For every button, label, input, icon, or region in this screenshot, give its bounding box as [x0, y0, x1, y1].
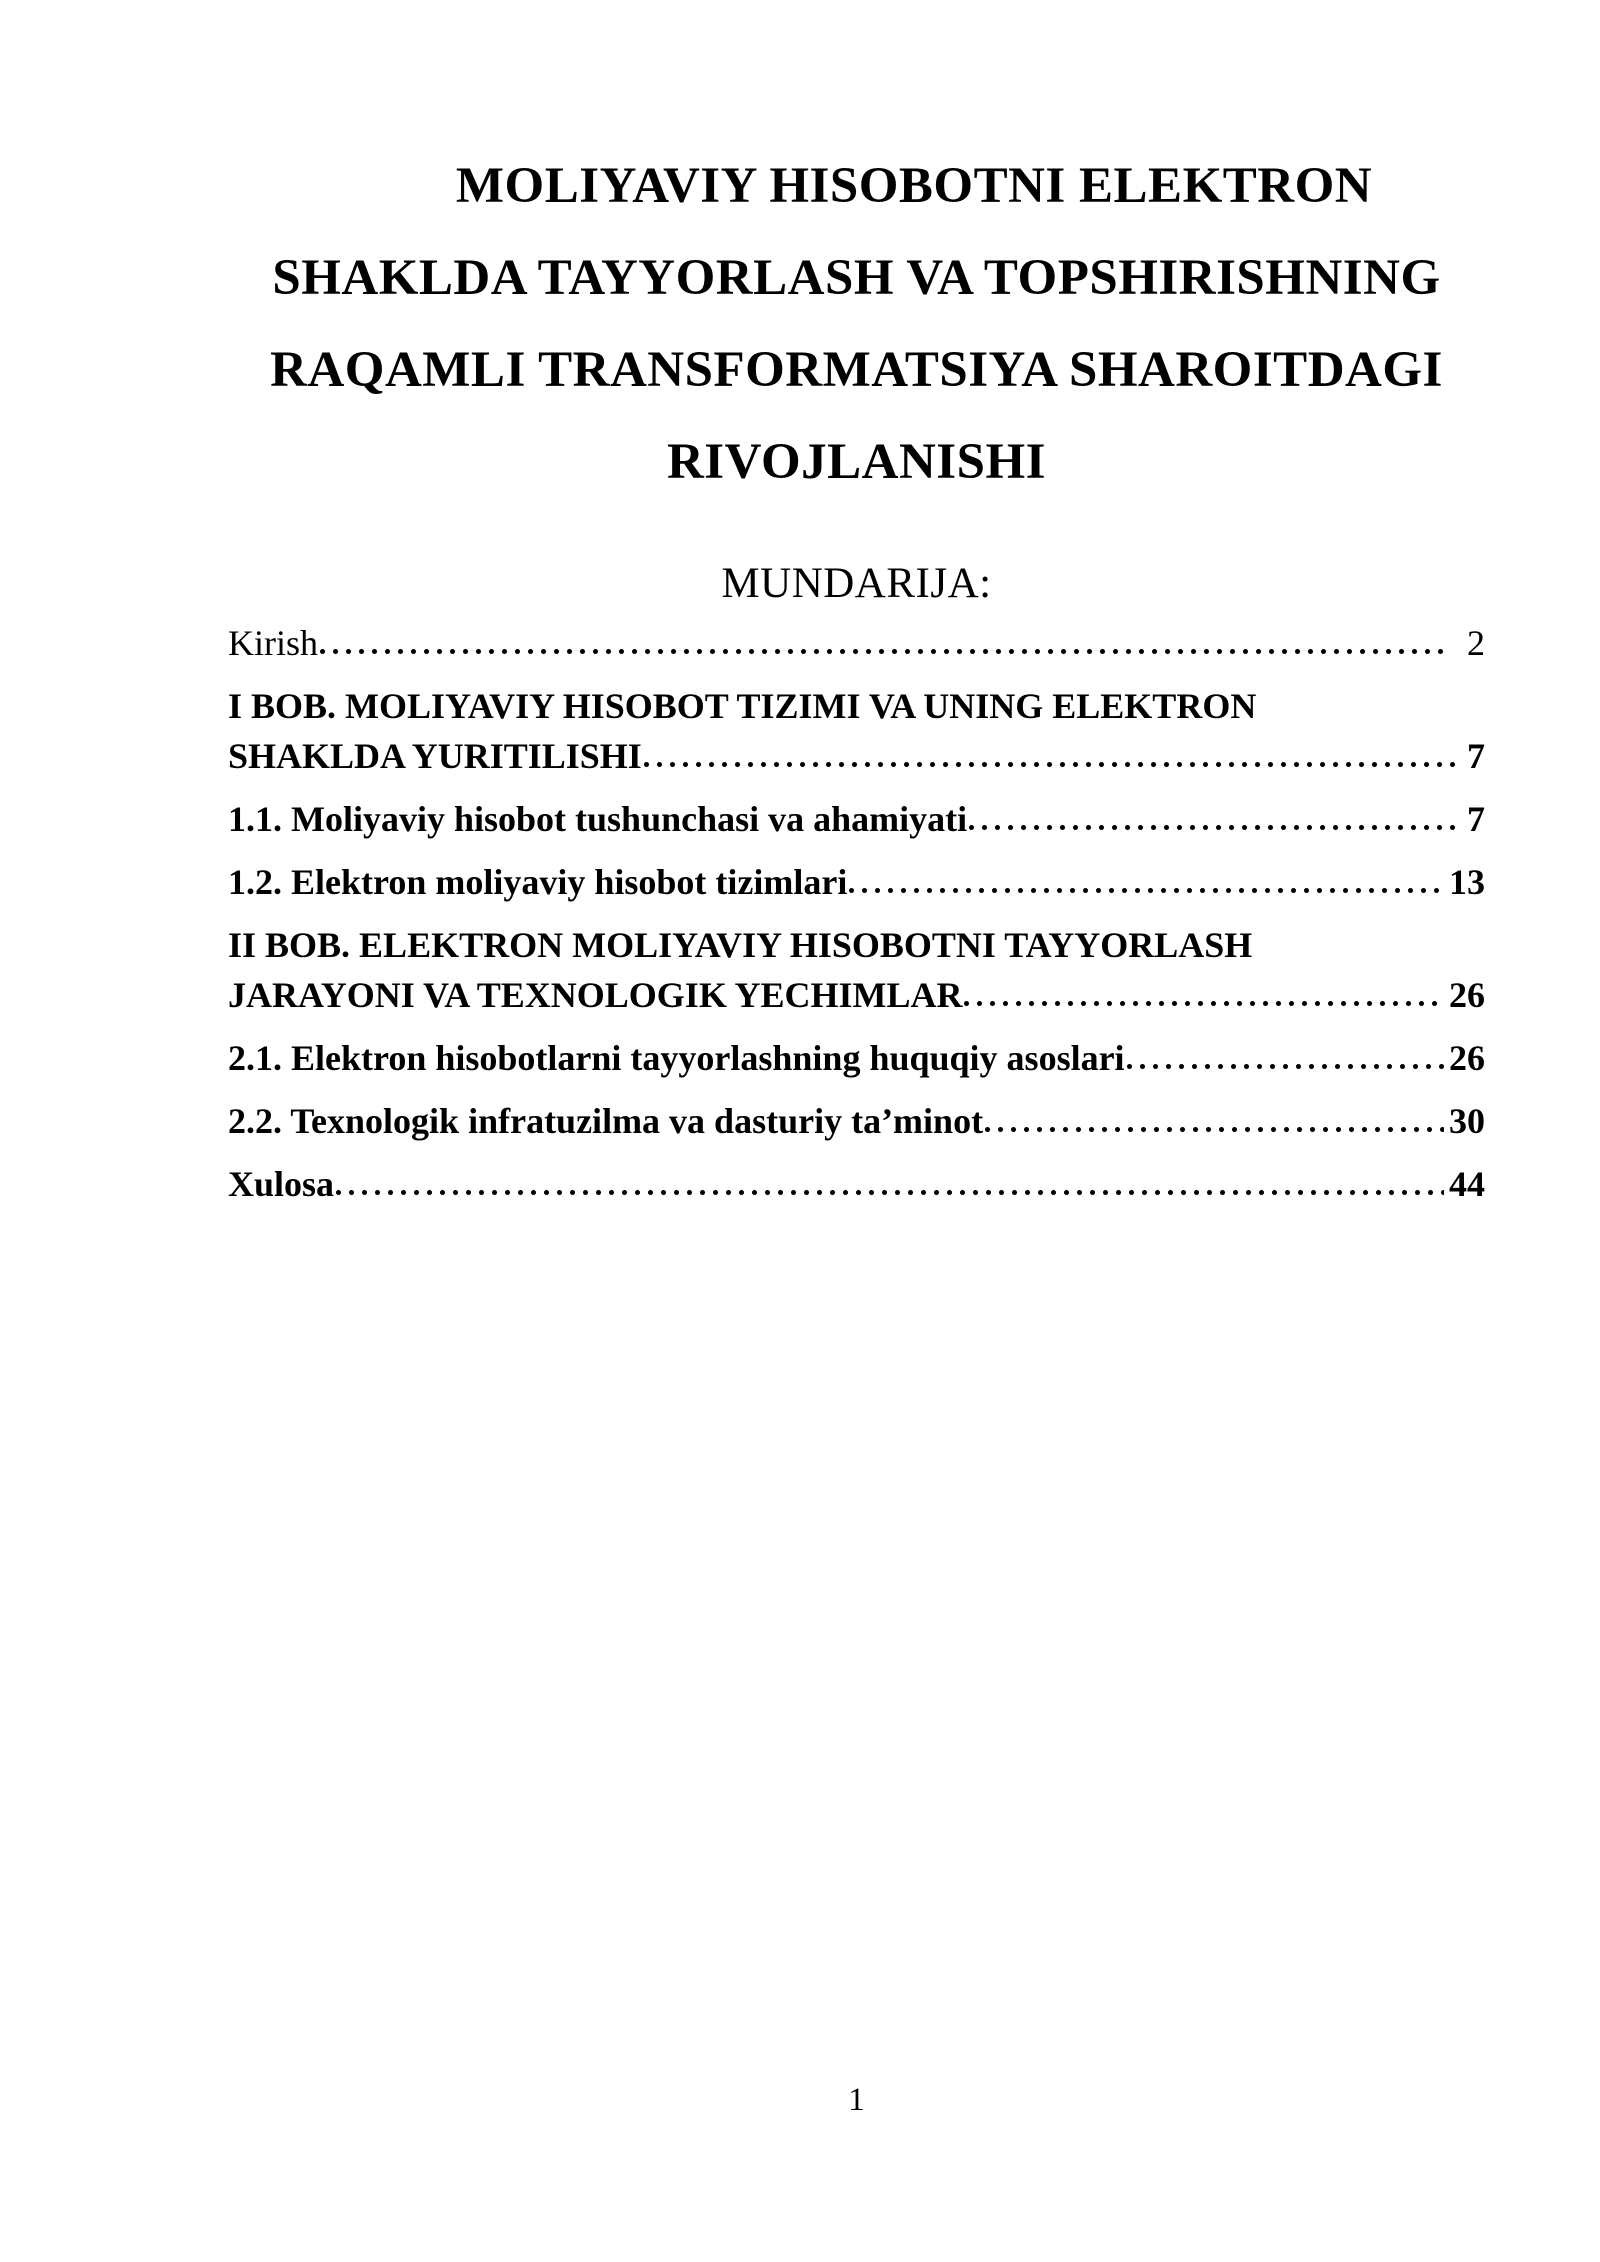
toc-entry-label-line: I BOB. MOLIYAVIY HISOBOT TIZIMI VA UNING ELEKTRON — [228, 686, 1257, 726]
toc-dot-leader — [985, 1126, 1444, 1133]
toc-entry — [228, 1159, 1485, 1209]
toc-dot-leader — [964, 1000, 1444, 1007]
page-number: 1 — [848, 2082, 865, 2118]
toc-entry-label-line: II BOB. ELEKTRON MOLIYAVIY HISOBOTNI TAYYORLASH — [228, 925, 1253, 965]
toc-entry — [228, 1096, 1485, 1146]
toc-entry-label: Kirish — [228, 623, 318, 663]
toc-entry-label: 2.1. Elektron hisobotlarni tayyorlashning huquqiy asoslari — [228, 1038, 1125, 1078]
toc-entry-row — [228, 1159, 1485, 1209]
toc-entry-label: 2.2. Texnologik infratuzilma va dasturiy ta’minot — [228, 1101, 984, 1141]
toc-dot-leader — [320, 648, 1449, 655]
toc-dot-leader — [644, 761, 1462, 768]
toc-dot-leader — [336, 1189, 1444, 1196]
toc-entry — [228, 681, 1485, 781]
toc-entry-label: JARAYONI VA TEXNOLOGIK YECHIMLAR — [228, 975, 963, 1015]
table-of-contents — [228, 618, 1485, 1209]
toc-dot-leader — [1127, 1063, 1444, 1070]
toc-dot-leader — [969, 824, 1462, 831]
toc-page-number: 2 — [1467, 623, 1485, 663]
toc-entry-row — [228, 731, 1485, 781]
toc-page-number: 26 — [1449, 1038, 1485, 1078]
title-line: RIVOJLANISHI — [666, 434, 1047, 490]
toc-page-number: 13 — [1449, 862, 1485, 902]
title-line: MOLIYAVIY HISOBOTNI ELEKTRON — [455, 158, 1373, 214]
title-line: RAQAMLI TRANSFORMATSIYA SHAROITDAGI — [270, 342, 1443, 398]
toc-entry-row — [228, 1033, 1485, 1083]
toc-entry-row — [228, 618, 1485, 668]
toc-page-number: 26 — [1449, 975, 1485, 1015]
page-footer — [228, 2080, 1485, 2120]
toc-page-number: 7 — [1467, 736, 1485, 776]
toc-entry — [228, 618, 1485, 668]
toc-entry-row — [228, 970, 1485, 1020]
document-title — [228, 0, 1485, 508]
toc-entry — [228, 857, 1485, 907]
toc-heading: MUNDARIJA: — [721, 560, 992, 607]
toc-entry-row — [228, 1096, 1485, 1146]
toc-entry — [228, 1033, 1485, 1083]
toc-entry — [228, 794, 1485, 844]
toc-entry-label: SHAKLDA YURITILISHI — [228, 736, 642, 776]
toc-page-number: 30 — [1449, 1101, 1485, 1141]
toc-entry-label: 1.1. Moliyaviy hisobot tushunchasi va ahamiyati — [228, 799, 968, 839]
title-line: SHAKLDA TAYYORLASH VA TOPSHIRISHNING — [272, 250, 1441, 306]
toc-entry — [228, 920, 1485, 1020]
toc-page-number: 7 — [1467, 799, 1485, 839]
toc-entry-row — [228, 857, 1485, 907]
toc-entry-label: 1.2. Elektron moliyaviy hisobot tizimlari — [228, 862, 848, 902]
toc-entry-row — [228, 794, 1485, 844]
toc-page-number: 44 — [1449, 1164, 1485, 1204]
toc-entry-label: Xulosa — [228, 1164, 335, 1204]
toc-dot-leader — [849, 887, 1444, 894]
